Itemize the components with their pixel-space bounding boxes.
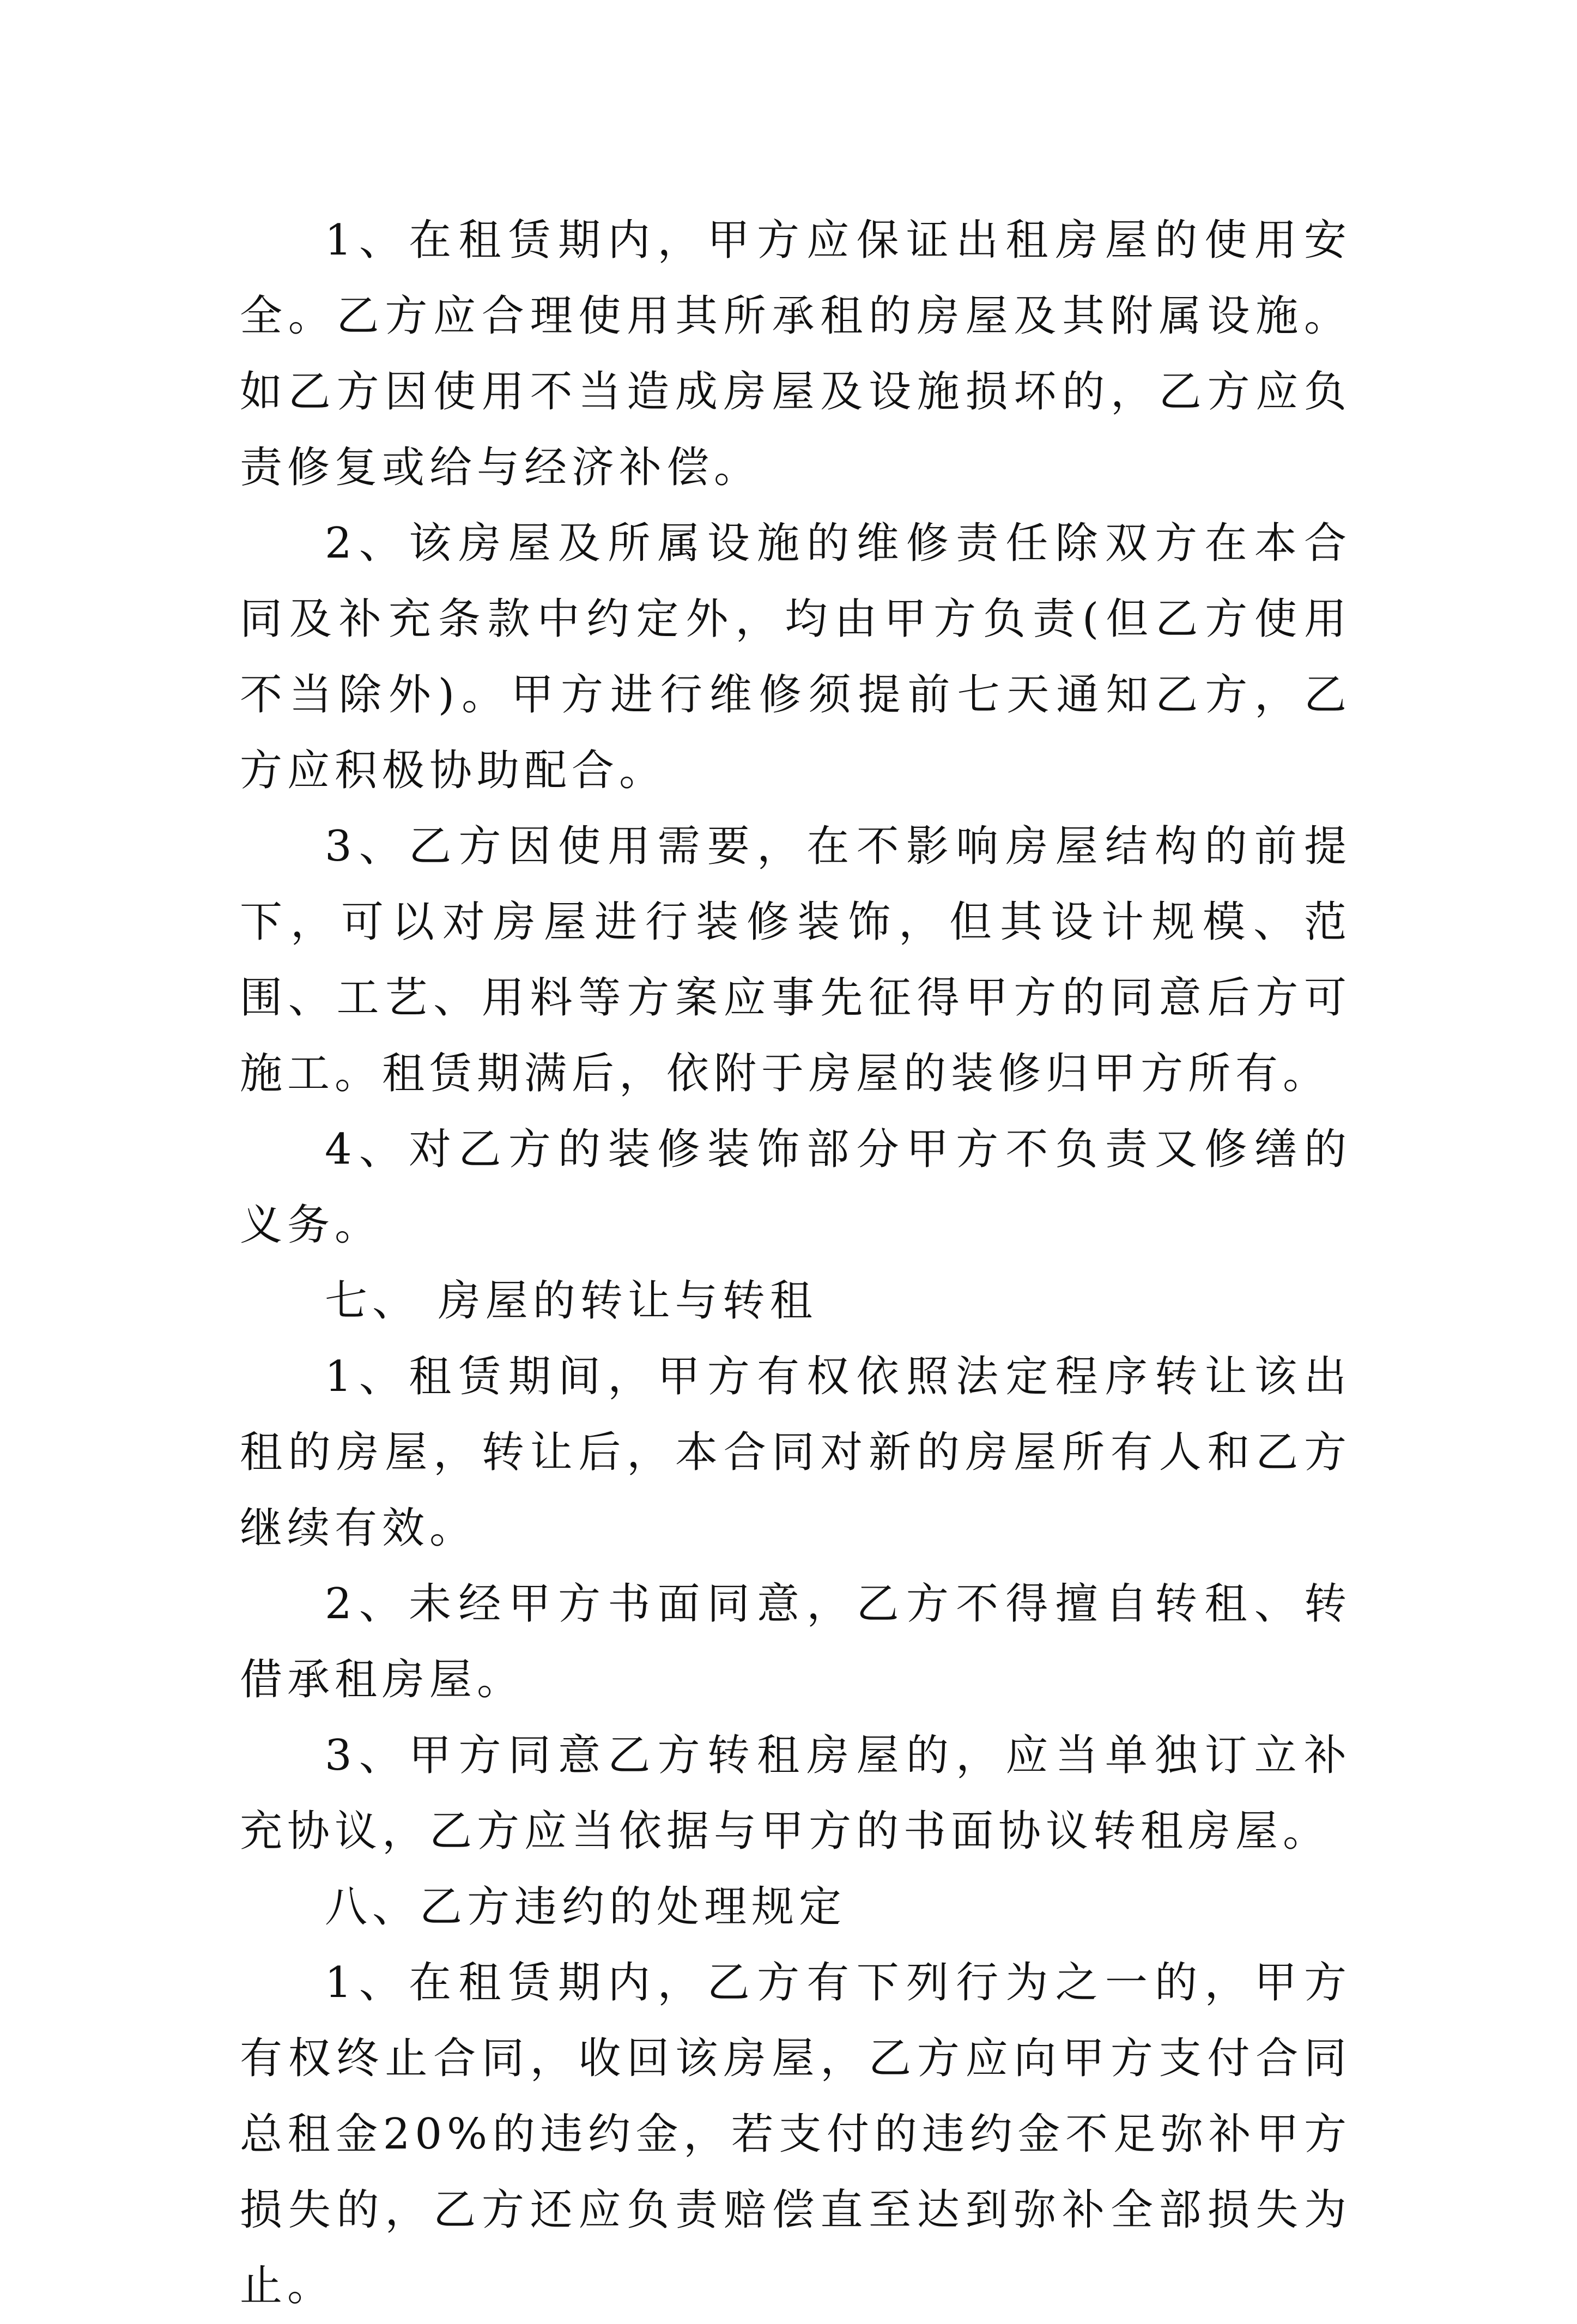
section-heading-8: 八、乙方违约的处理规定 [325, 1883, 847, 1932]
paragraph-6-2: 2、该房屋及所属设施的维修责任除双方在本合同及补充条款中约定外，均由甲方负责(但乙方使用不当除外)。甲方进行维修须提前七天通知乙方，乙方应积极协助配合。 [240, 519, 1351, 795]
paragraph-8-1: 1、在租赁期内，乙方有下列行为之一的，甲方有权终止合同，收回该房屋，乙方应向甲方支付合同总租金20%的违约金，若支付的违约金不足弥补甲方损失的，乙方还应负责赔偿直至达到弥补全部损失为止。 [240, 1958, 1351, 2310]
section-heading-7: 七、 房屋的转让与转租 [325, 1276, 817, 1326]
paragraph-7-1: 1、租赁期间，甲方有权依照法定程序转让该出租的房屋，转让后，本合同对新的房屋所有人和乙方继续有效。 [240, 1352, 1351, 1553]
paragraph-7-2: 2、未经甲方书面同意，乙方不得擅自转租、转借承租房屋。 [240, 1579, 1351, 1704]
paragraph-7-3: 3、甲方同意乙方转租房屋的，应当单独订立补充协议，乙方应当依据与甲方的书面协议转租房屋。 [240, 1731, 1351, 1856]
paragraph-6-1: 1、在租赁期内，甲方应保证出租房屋的使用安全。乙方应合理使用其所承租的房屋及其附属设施。如乙方因使用不当造成房屋及设施损坏的，乙方应负责修复或给与经济补偿。 [240, 216, 1351, 492]
document-body [240, 203, 1351, 2324]
paragraph-6-4: 4、对乙方的装修装饰部分甲方不负责又修缮的义务。 [240, 1125, 1351, 1250]
paragraph-6-3: 3、乙方因使用需要，在不影响房屋结构的前提下，可以对房屋进行装修装饰，但其设计规模、范围、工艺、用料等方案应事先征得甲方的同意后方可施工。租赁期满后，依附于房屋的装修归甲方所有。 [240, 822, 1351, 1098]
